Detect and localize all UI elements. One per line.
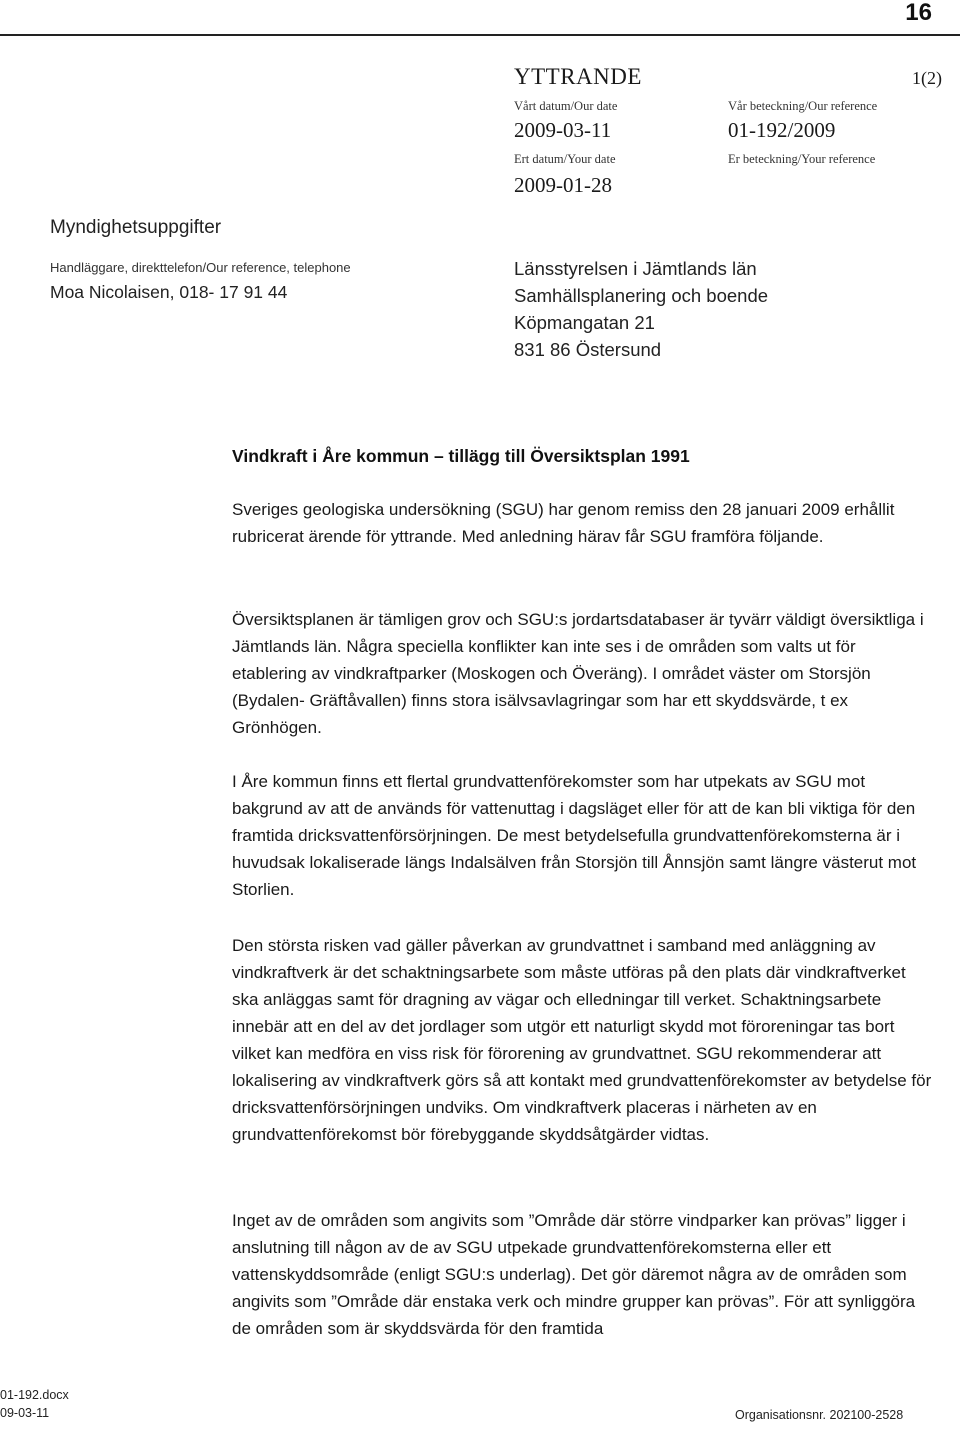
- recipient-line: Köpmangatan 21: [514, 312, 655, 333]
- footer-org-number: Organisationsnr. 202100-2528: [735, 1408, 904, 1422]
- page-number-bar: [0, 0, 960, 36]
- footer-file-name: 01-192.docx: [0, 1388, 69, 1402]
- body-paragraph: Översiktsplanen är tämligen grov och SGU:s jordartsdatabaser är tyvärr väldigt översiktliga i Jämtlands län. Några speciella konflikter kan inte ses i de områden som valts ut för etablering av vindkraftparker (Moskogen och Överäng). I området väster om Storsjön (Bydalen- Gräftåvallen) finns stora isälvsavlagringar som har ett skyddsvärde, t ex Grönhögen.: [232, 610, 924, 737]
- authority-heading: Myndighetsuppgifter: [50, 217, 222, 238]
- our-date: 2009-03-11: [514, 118, 612, 142]
- recipient-line: 831 86 Östersund: [514, 339, 662, 360]
- recipient-line: Länsstyrelsen i Jämtlands län: [514, 258, 757, 279]
- your-reference-label: Er beteckning/Your reference: [728, 152, 876, 166]
- handler-contact: Moa Nicolaisen, 018- 17 91 44: [50, 282, 288, 302]
- our-date-label: Vårt datum/Our date: [514, 99, 618, 113]
- page-count: 1(2): [912, 68, 942, 88]
- your-date-label: Ert datum/Your date: [514, 152, 616, 166]
- our-reference-label: Vår beteckning/Our reference: [728, 99, 878, 113]
- our-reference: 01-192/2009: [728, 118, 836, 142]
- document-type: YTTRANDE: [514, 64, 642, 89]
- page-number: 16: [905, 0, 932, 26]
- handler-label: Handläggare, direkttelefon/Our reference, telephone: [50, 260, 351, 275]
- body-paragraph: Inget av de områden som angivits som ”Område där större vindparker kan prövas” ligger i anslutning till någon av de av SGU utpekade grundvattenförekomsterna eller ett vattenskyddsområde (enligt SGU:s underlag). Det gör däremot några av de områden som angivits som ”Område där enstaka verk och mindre grupper kan prövas”. För att synliggöra de områden som är skyddsvärda för den framtida: [232, 1211, 916, 1338]
- subject-heading: Vindkraft i Åre kommun – tillägg till Översiktsplan 1991: [232, 446, 690, 466]
- recipient-line: Samhällsplanering och boende: [514, 285, 769, 306]
- your-date: 2009-01-28: [514, 173, 612, 197]
- body-paragraph: Den största risken vad gäller påverkan av grundvattnet i samband med anläggning av vindkraftverk är det schaktningsarbete som måste utföras på den plats där vindkraftverket ska anläggas samt för dragning av vägar och elledningar till verket. Schaktningsarbete innebär att en del av det jordlager som utgör ett naturligt skydd mot föroreningar tas bort vilket kan medföra en viss risk för förorening av grundvattnet. SGU rekommenderar att lokalisering av vindkraftverk görs så att kontakt med grundvattenförekomster av betydelse för dricksvattenförsörjningen undviks. Om vindkraftverk placeras i närheten av en grundvattenförekomst bör förebyggande skyddsåtgärder vidtas.: [232, 936, 932, 1144]
- footer-file-date: 09-03-11: [0, 1406, 50, 1420]
- recipient-address: [514, 255, 768, 363]
- body-paragraph: Sveriges geologiska undersökning (SGU) har genom remiss den 28 januari 2009 erhållit rubricerat ärende för yttrande. Med anledning härav får SGU framföra följande.: [232, 500, 895, 546]
- footer-file-info: [0, 1386, 69, 1422]
- body-paragraph: I Åre kommun finns ett flertal grundvattenförekomster som har utpekats av SGU mot bakgrund av att de används för vattenuttag i dagsläget eller för att de kan bli viktiga för den framtida dricksvattenförsörjningen. De mest betydelsefulla grundvattenförekomsterna är i huvudsak lokaliserade längs Indalsälven från Storsjön till Ånnsjön samt längre västerut mot Storlien.: [232, 772, 917, 899]
